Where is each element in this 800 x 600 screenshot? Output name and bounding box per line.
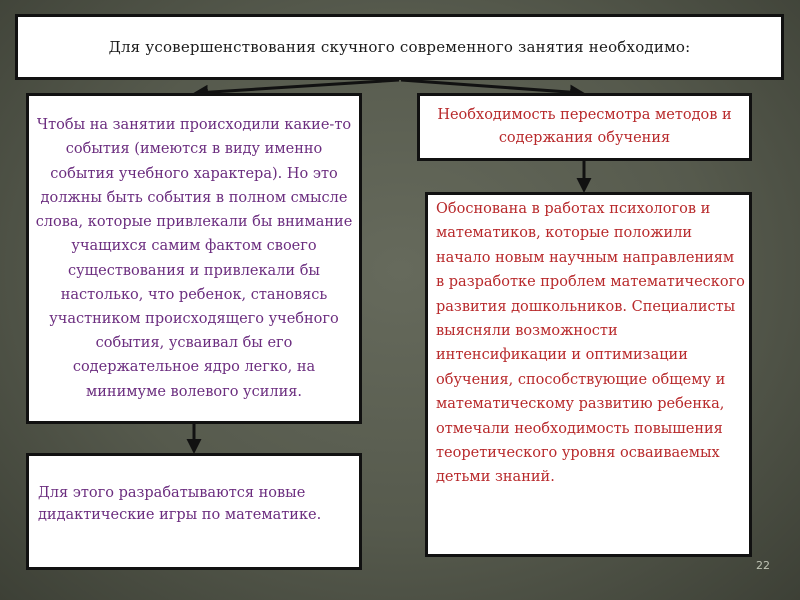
left-bottom-box — [26, 453, 362, 570]
left-top-box — [26, 93, 362, 424]
title-box — [15, 14, 784, 80]
right-top-text: Необходимость пересмотра методов и содержания обучения — [437, 107, 732, 146]
right-bottom-text: Обоснована в работах психологов и математиков, которые положили начало новым научным направлениям в разработке проблем математического развития дошкольников. Специалисты выясняли возможности интенсификации и оптимизации обучения, способствующие общему и математическому развитию ребенка, отмечали необходимость повышения теоретического уровня осваиваемых детьми знаний. — [436, 201, 745, 486]
right-top-box — [417, 93, 752, 161]
right-bottom-box — [425, 192, 752, 557]
left-top-text: Чтобы на занятии происходили какие-то события (имеются в виду именно события учебного характера). Но это должны быть события в полном смысле слова, которые привлекали бы внимание учащихся самим фактом своего существования и привлекали бы настолько, что ребенок, становясь участником происходящего учебного события, усваивал бы его содержательное ядро легко, на минимуме волевого усилия. — [35, 117, 353, 400]
slide-number: 22 — [756, 559, 770, 572]
arrow-title-to-right — [401, 80, 582, 93]
arrow-title-to-left — [196, 80, 399, 93]
left-bottom-text: Для этого разрабатываются новые дидактические игры по математике. — [38, 485, 322, 523]
title-text: Для усовершенствования скучного современного занятия необходимо: — [108, 38, 691, 56]
